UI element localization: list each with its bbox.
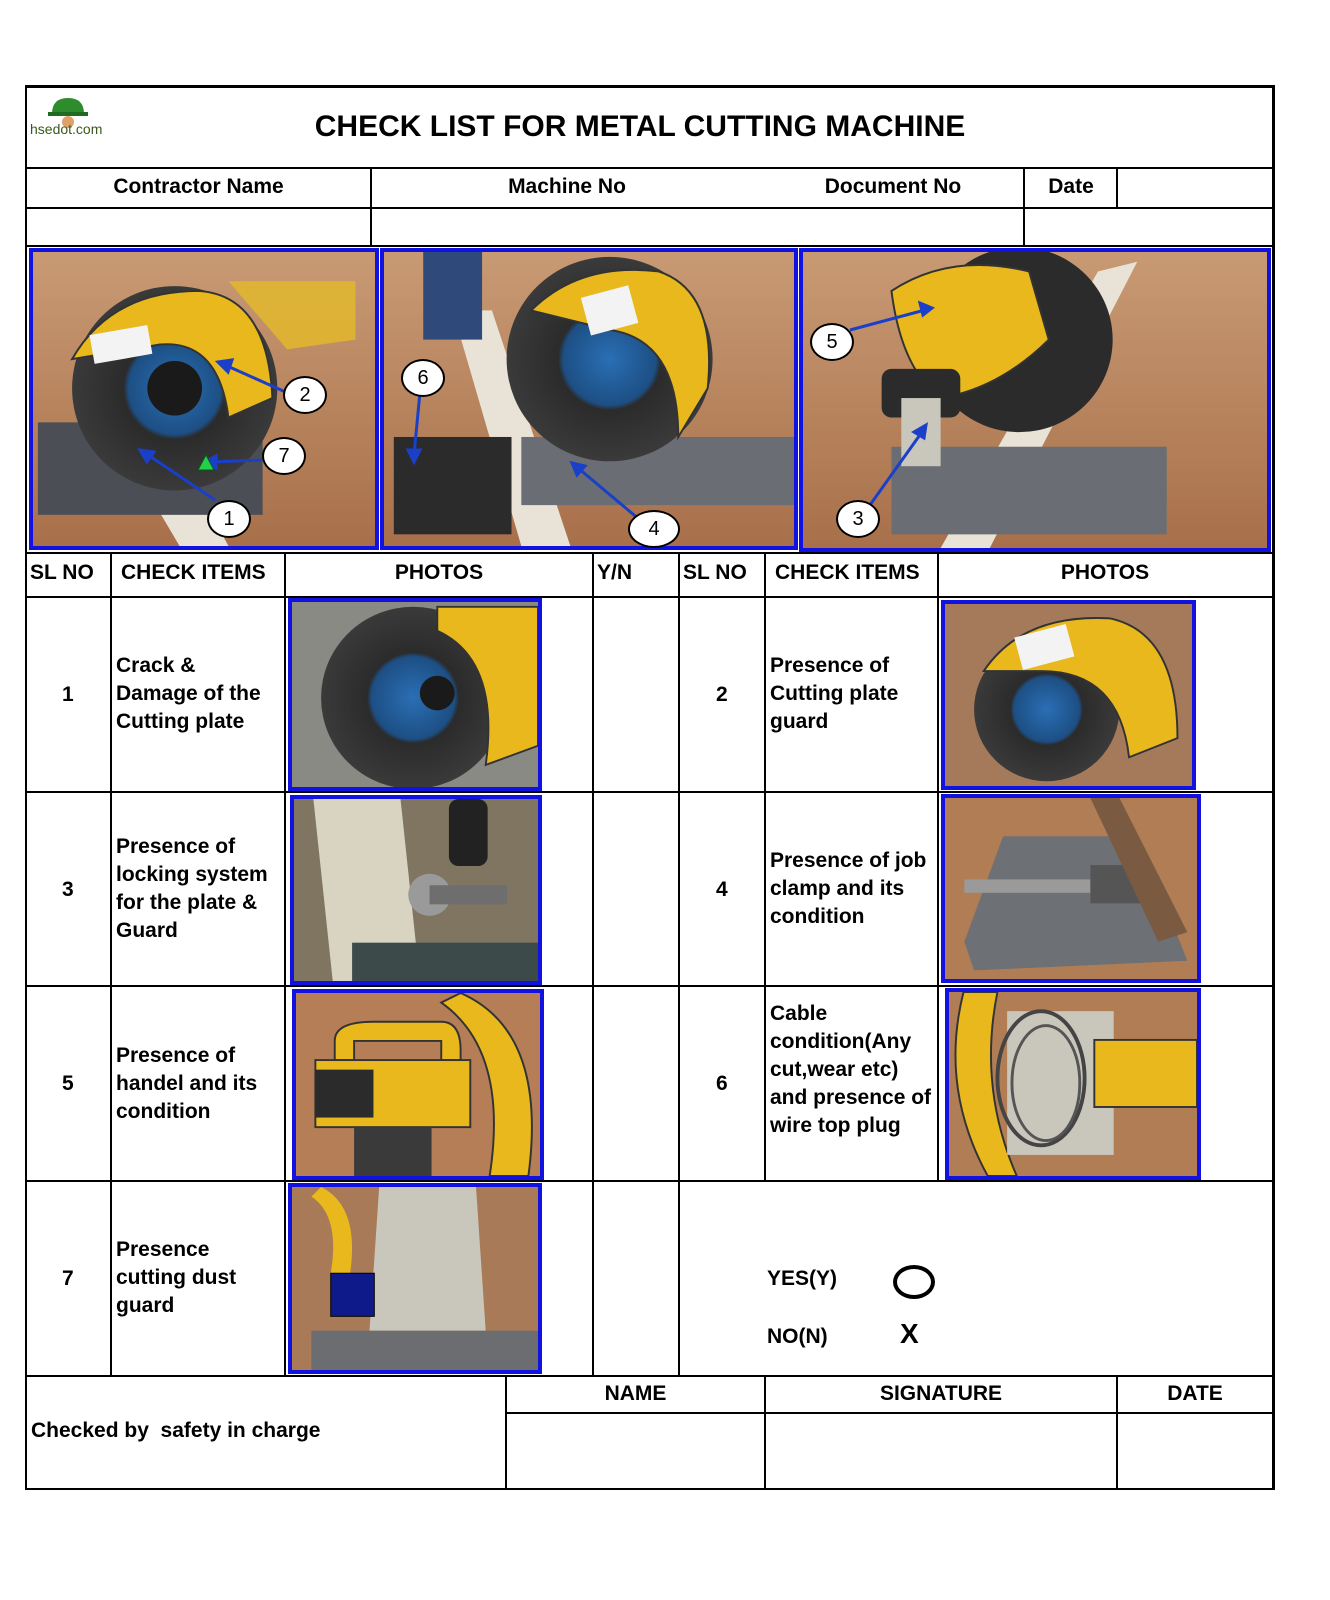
- machine-no-header: Machine No: [508, 175, 626, 198]
- callout-5: 5: [810, 323, 854, 361]
- yn-header: Y/N: [597, 561, 633, 584]
- callout-1: 1: [207, 500, 251, 538]
- yes-circle-icon: [893, 1265, 935, 1299]
- logo-text: hsedot.com: [30, 121, 103, 137]
- footer-name-header: NAME: [604, 1382, 667, 1405]
- item-3-label: Presence of locking system for the plate & Guard: [116, 835, 268, 942]
- callout-2: 2: [283, 376, 327, 414]
- photos-header-right: PHOTOS: [1060, 561, 1150, 584]
- svg: [292, 602, 538, 787]
- item-4-label: Presence of job clamp and its condition: [770, 849, 927, 928]
- check-items-header-left: CHECK ITEMS: [121, 561, 266, 584]
- rule: [284, 552, 286, 1377]
- sl-no-header-left: SL NO: [30, 561, 94, 584]
- legend-no-label: NO(N): [767, 1325, 828, 1348]
- callout-6: 6: [401, 359, 445, 397]
- rule: [764, 552, 766, 1182]
- item-5-label: Presence of handel and its condition: [116, 1044, 258, 1123]
- svg: [296, 993, 540, 1176]
- item-1-yn-cell[interactable]: [594, 598, 678, 791]
- frame-bottom: [25, 1488, 1275, 1490]
- footer-date-field[interactable]: [1118, 1414, 1272, 1488]
- callout-7: 7: [262, 437, 306, 475]
- rule: [25, 552, 1275, 554]
- item-7-yn-cell[interactable]: [594, 1182, 678, 1375]
- sl-no-header-right: SL NO: [683, 561, 747, 584]
- item-7-number: 7: [62, 1267, 74, 1290]
- item-6-label: Cable condition(Any cut,wear etc) and presence of wire top plug: [770, 1002, 932, 1137]
- checked-by-label: Checked by safety in charge: [31, 1419, 321, 1442]
- date-header: Date: [1048, 175, 1094, 198]
- rule: [25, 1375, 1275, 1377]
- legend-yes-label: YES(Y): [767, 1267, 838, 1290]
- svg: [949, 992, 1197, 1176]
- item-3-number: 3: [62, 878, 74, 901]
- no-cross-icon: X: [900, 1318, 919, 1349]
- item-4-number: 4: [716, 878, 728, 901]
- item-5-photo: [292, 989, 544, 1180]
- callout-4: 4: [628, 510, 680, 548]
- photos-header-left: PHOTOS: [394, 561, 484, 584]
- item-7-photo: [288, 1183, 542, 1374]
- item-6-number: 6: [716, 1072, 728, 1095]
- item-4-photo: [941, 794, 1201, 983]
- footer-signature-header: SIGNATURE: [879, 1382, 1003, 1405]
- item-5-yn-cell[interactable]: [594, 987, 678, 1180]
- check-items-header-right: CHECK ITEMS: [775, 561, 920, 584]
- svg: [292, 1187, 538, 1370]
- item-7-label: Presence cutting dust guard: [116, 1238, 237, 1317]
- svg: [945, 798, 1197, 979]
- document-no-header: Document No: [824, 175, 962, 198]
- item-2-number: 2: [716, 683, 728, 706]
- rule: [678, 552, 680, 1377]
- callout-3: 3: [836, 500, 880, 538]
- item-3-photo: [290, 795, 542, 985]
- rule: [937, 552, 939, 1182]
- item-1-photo: [288, 598, 542, 791]
- item-6-photo: [945, 988, 1201, 1180]
- svg: [945, 604, 1192, 786]
- item-2-label: Presence of Cutting plate guard: [770, 654, 899, 733]
- item-2-photo: [941, 600, 1196, 790]
- item-1-label: Crack & Damage of the Cutting plate: [116, 654, 261, 733]
- footer-name-field[interactable]: [507, 1414, 764, 1488]
- footer-date-header: DATE: [1167, 1382, 1223, 1405]
- item-5-number: 5: [62, 1072, 74, 1095]
- item-3-yn-cell[interactable]: [594, 793, 678, 985]
- callout-arrows: [0, 0, 1330, 560]
- page-title: CHECK LIST FOR METAL CUTTING MACHINE: [314, 110, 966, 143]
- rule: [110, 552, 112, 1377]
- contractor-name-header: Contractor Name: [113, 175, 284, 198]
- svg: [294, 799, 538, 981]
- footer-signature-field[interactable]: [766, 1414, 1116, 1488]
- item-1-number: 1: [62, 683, 74, 706]
